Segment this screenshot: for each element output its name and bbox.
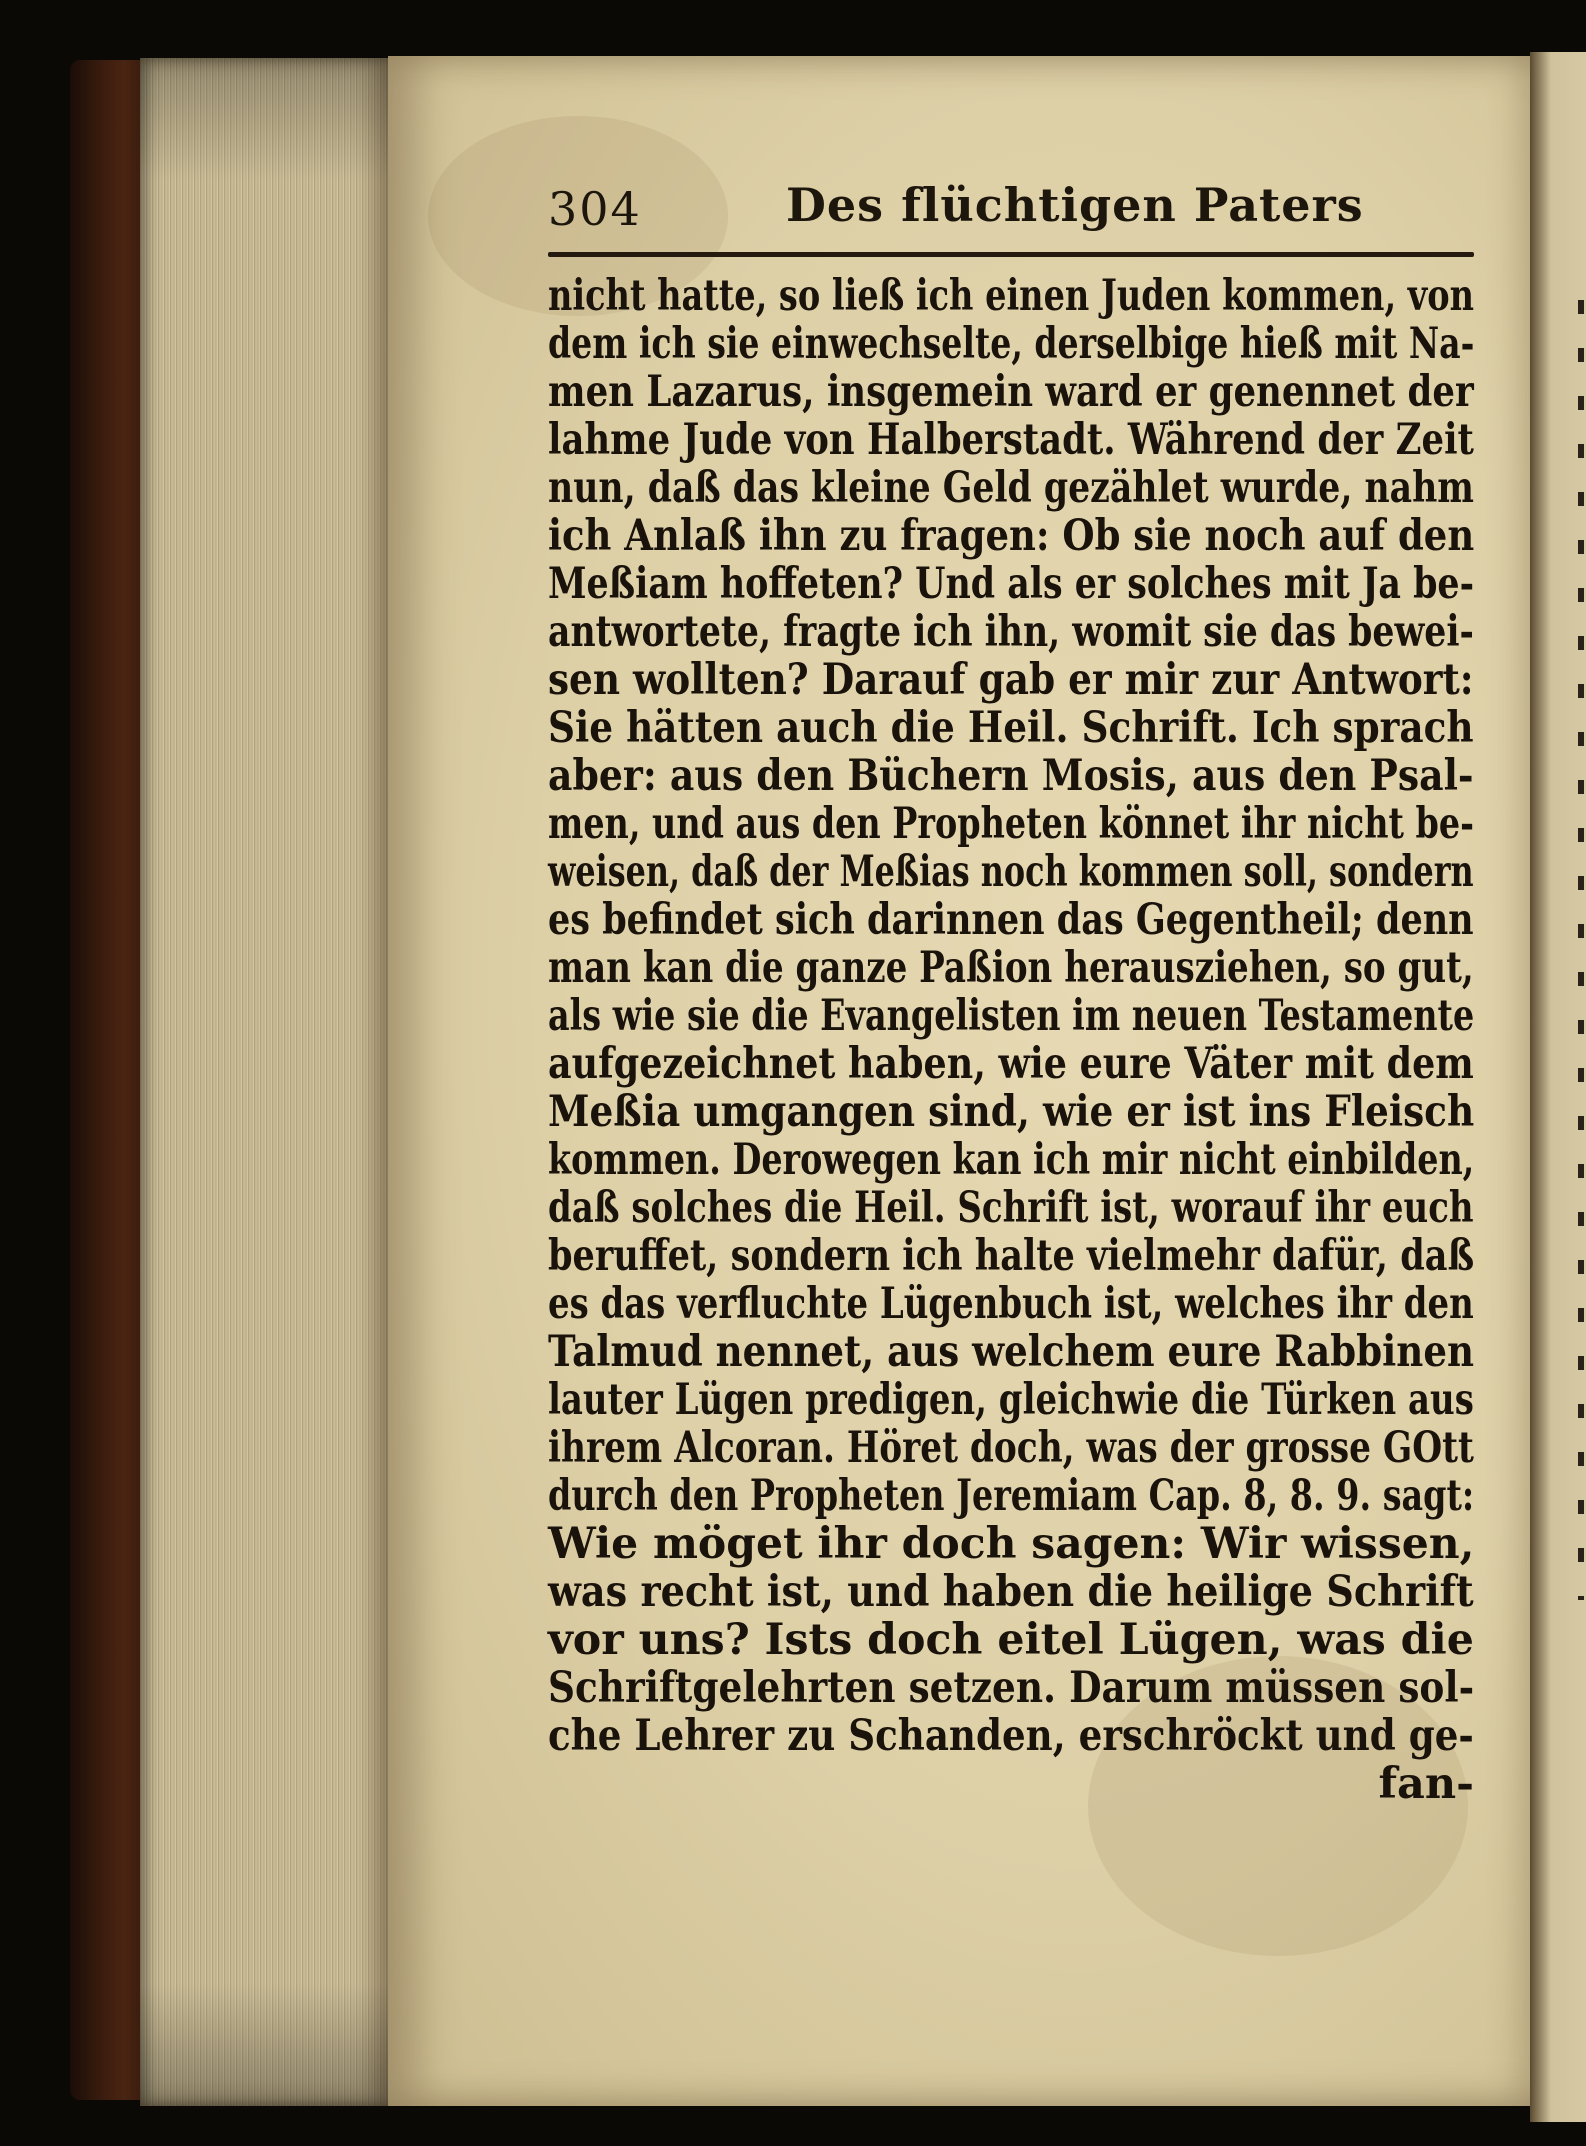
text-line: es befindet sich darinnen das Gegentheil; denn: [548, 895, 1474, 945]
text-line: men Lazarus, insgemein ward er genennet der: [548, 367, 1474, 417]
text-line: dem ich sie einwechselte, derselbige hieß mit Na-: [548, 319, 1475, 369]
running-head: Des flüchtigen Paters: [786, 178, 1364, 232]
text-line: ihrem Alcoran. Höret doch, was der grosse GOtt: [548, 1423, 1474, 1473]
text-line: ich Anlaß ihn zu fragen: Ob sie noch auf den: [548, 511, 1475, 561]
catchword: fan-: [1378, 1759, 1474, 1809]
text-line: durch den Propheten Jeremiam Cap. 8, 8. 9. sagt:: [548, 1471, 1475, 1521]
page-edges: [140, 58, 390, 2106]
text-line: aufgezeichnet haben, wie eure Väter mit dem: [548, 1039, 1474, 1089]
text-line: Schriftgelehrten setzen. Darum müssen sol-: [548, 1663, 1475, 1713]
page-number: 304: [548, 182, 642, 236]
text-line: sen wollten? Darauf gab er mir zur Antwort:: [548, 655, 1474, 705]
text-line: nicht hatte, so ließ ich einen Juden kommen, von: [548, 271, 1475, 321]
body-text: [548, 272, 1474, 1808]
page-header: [548, 178, 1474, 248]
text-line: che Lehrer zu Schanden, erschröckt und ge-: [548, 1711, 1474, 1761]
facing-page-text-edge: [1578, 300, 1584, 1600]
text-line: beruffet, sondern ich halte vielmehr dafür, daß: [548, 1231, 1475, 1281]
text-line: vor uns? Ists doch eitel Lügen, was die: [548, 1615, 1474, 1665]
text-line: lahme Jude von Halberstadt. Während der Zeit: [548, 415, 1474, 465]
text-line: nun, daß das kleine Geld gezählet wurde, nahm: [548, 463, 1474, 513]
text-line: als wie sie die Evangelisten im neuen Testamente: [548, 991, 1475, 1041]
text-line: weisen, daß der Meßias noch kommen soll, sondern: [548, 847, 1474, 897]
text-line: man kan die ganze Paßion herausziehen, so gut,: [548, 943, 1474, 993]
text-line: Wie möget ihr doch sagen: Wir wissen,: [548, 1519, 1475, 1569]
text-line: antwortete, fragte ich ihn, womit sie das bewei-: [548, 607, 1474, 657]
text-line: Meßia umgangen sind, wie er ist ins Fleisch: [548, 1087, 1475, 1137]
text-line: kommen. Derowegen kan ich mir nicht einbilden,: [548, 1135, 1475, 1185]
text-line: Meßiam hoffeten? Und als er solches mit Ja be-: [548, 559, 1475, 609]
text-line: aber: aus den Büchern Mosis, aus den Psal-: [548, 751, 1474, 801]
header-rule: [548, 252, 1474, 257]
text-line: daß solches die Heil. Schrift ist, worauf ihr euch: [548, 1183, 1474, 1233]
text-line: es das verfluchte Lügenbuch ist, welches ihr den: [548, 1279, 1474, 1329]
text-line: was recht ist, und haben die heilige Schrift: [548, 1567, 1474, 1617]
text-line: men, und aus den Propheten könnet ihr nicht be-: [548, 799, 1474, 849]
text-line: Sie hätten auch die Heil. Schrift. Ich sprach: [548, 703, 1474, 753]
text-line: lauter Lügen predigen, gleichwie die Türken aus: [548, 1375, 1474, 1425]
text-line: Talmud nennet, aus welchem eure Rabbinen: [548, 1327, 1475, 1377]
